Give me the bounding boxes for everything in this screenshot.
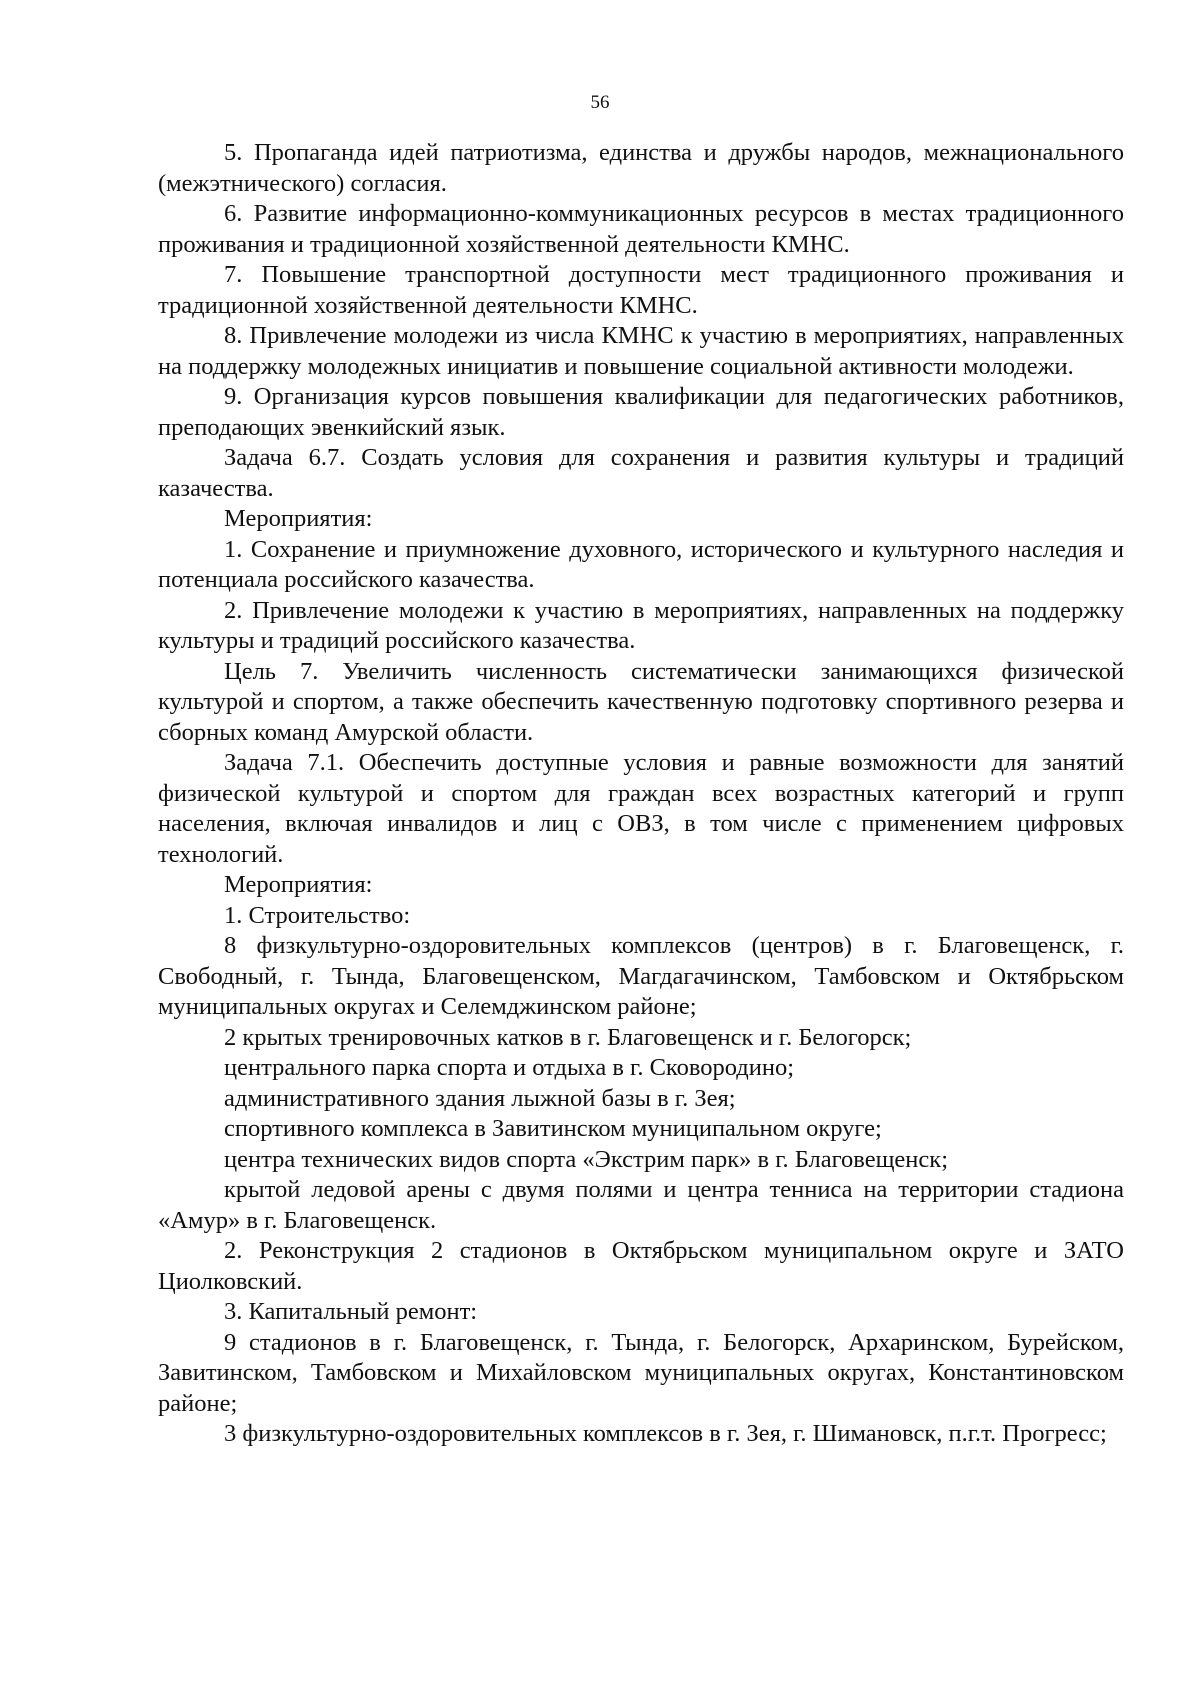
paragraph: административного здания лыжной базы в г. Зея; <box>224 1084 736 1112</box>
paragraph: центра технических видов спорта «Экстрим парк» в г. Благовещенск; <box>224 1145 949 1173</box>
paragraph: 2 крытых тренировочных катков в г. Благовещенск и г. Белогорск; <box>224 1023 912 1051</box>
paragraph: 7. Повышение транспортной доступности мест традиционного проживания и традиционной хозяйственной деятельности КМНС. <box>158 261 1124 319</box>
paragraph: Мероприятия: <box>224 871 373 898</box>
paragraph: 1. Строительство: <box>224 901 411 929</box>
paragraph: спортивного комплекса в Завитинском муниципальном округе; <box>224 1115 882 1142</box>
document-body <box>158 138 1124 1450</box>
paragraph: крытой ледовой арены с двумя полями и центра тенниса на территории стадиона «Амур» в г. Благовещенск. <box>158 1176 1124 1234</box>
paragraph: центрального парка спорта и отдыха в г. Сковородино; <box>224 1054 795 1081</box>
paragraph: Мероприятия: <box>224 505 373 532</box>
paragraph: 2. Реконструкция 2 стадионов в Октябрьском муниципальном округе и ЗАТО Циолковский. <box>158 1237 1124 1295</box>
paragraph: 8. Привлечение молодежи из числа КМНС к участию в мероприятиях, направленных на поддержку молодежных инициатив и повышение социальной активности молодежи. <box>158 322 1124 380</box>
paragraph: 9 стадионов в г. Благовещенск, г. Тында, г. Белогорск, Архаринском, Бурейском, Завитинском, Тамбовском и Михайловском муниципальных округах, Константиновском районе; <box>158 1328 1124 1417</box>
paragraph: Задача 7.1. Обеспечить доступные условия и равные возможности для занятий физической культурой и спортом для граждан всех возрастных категорий и групп населения, включая инвалидов и лиц с ОВЗ, в том числе с применением цифровых технологий. <box>158 749 1124 868</box>
page-number: 56 <box>590 92 610 113</box>
paragraph: 3. Капитальный ремонт: <box>224 1298 478 1325</box>
paragraph: 6. Развитие информационно-коммуникационных ресурсов в местах традиционного проживания и традиционной хозяйственной деятельности КМНС. <box>158 200 1124 258</box>
paragraph: 1. Сохранение и приумножение духовного, исторического и культурного наследия и потенциала российского казачества. <box>158 535 1124 593</box>
paragraph: 5. Пропаганда идей патриотизма, единства и дружбы народов, межнационального (межэтнического) согласия. <box>158 139 1124 197</box>
paragraph: Задача 6.7. Создать условия для сохранения и развития культуры и традиций казачества. <box>158 444 1124 502</box>
paragraph: 3 физкультурно-оздоровительных комплексов в г. Зея, г. Шимановск, п.г.т. Прогресс; <box>224 1420 1107 1447</box>
paragraph: 8 физкультурно-оздоровительных комплексов (центров) в г. Благовещенск, г. Свободный, г. Тында, Благовещенском, Магдагачинском, Тамбовском и Октябрьском муниципальных округах и Селемджинском районе; <box>158 932 1124 1020</box>
paragraph: 9. Организация курсов повышения квалификации для педагогических работников, преподающих эвенкийский язык. <box>158 383 1124 441</box>
paragraph: Цель 7. Увеличить численность систематически занимающихся физической культурой и спортом, а также обеспечить качественную подготовку спортивного резерва и сборных команд Амурской области. <box>158 657 1124 746</box>
paragraph: 2. Привлечение молодежи к участию в мероприятиях, направленных на поддержку культуры и традиций российского казачества. <box>158 596 1124 654</box>
